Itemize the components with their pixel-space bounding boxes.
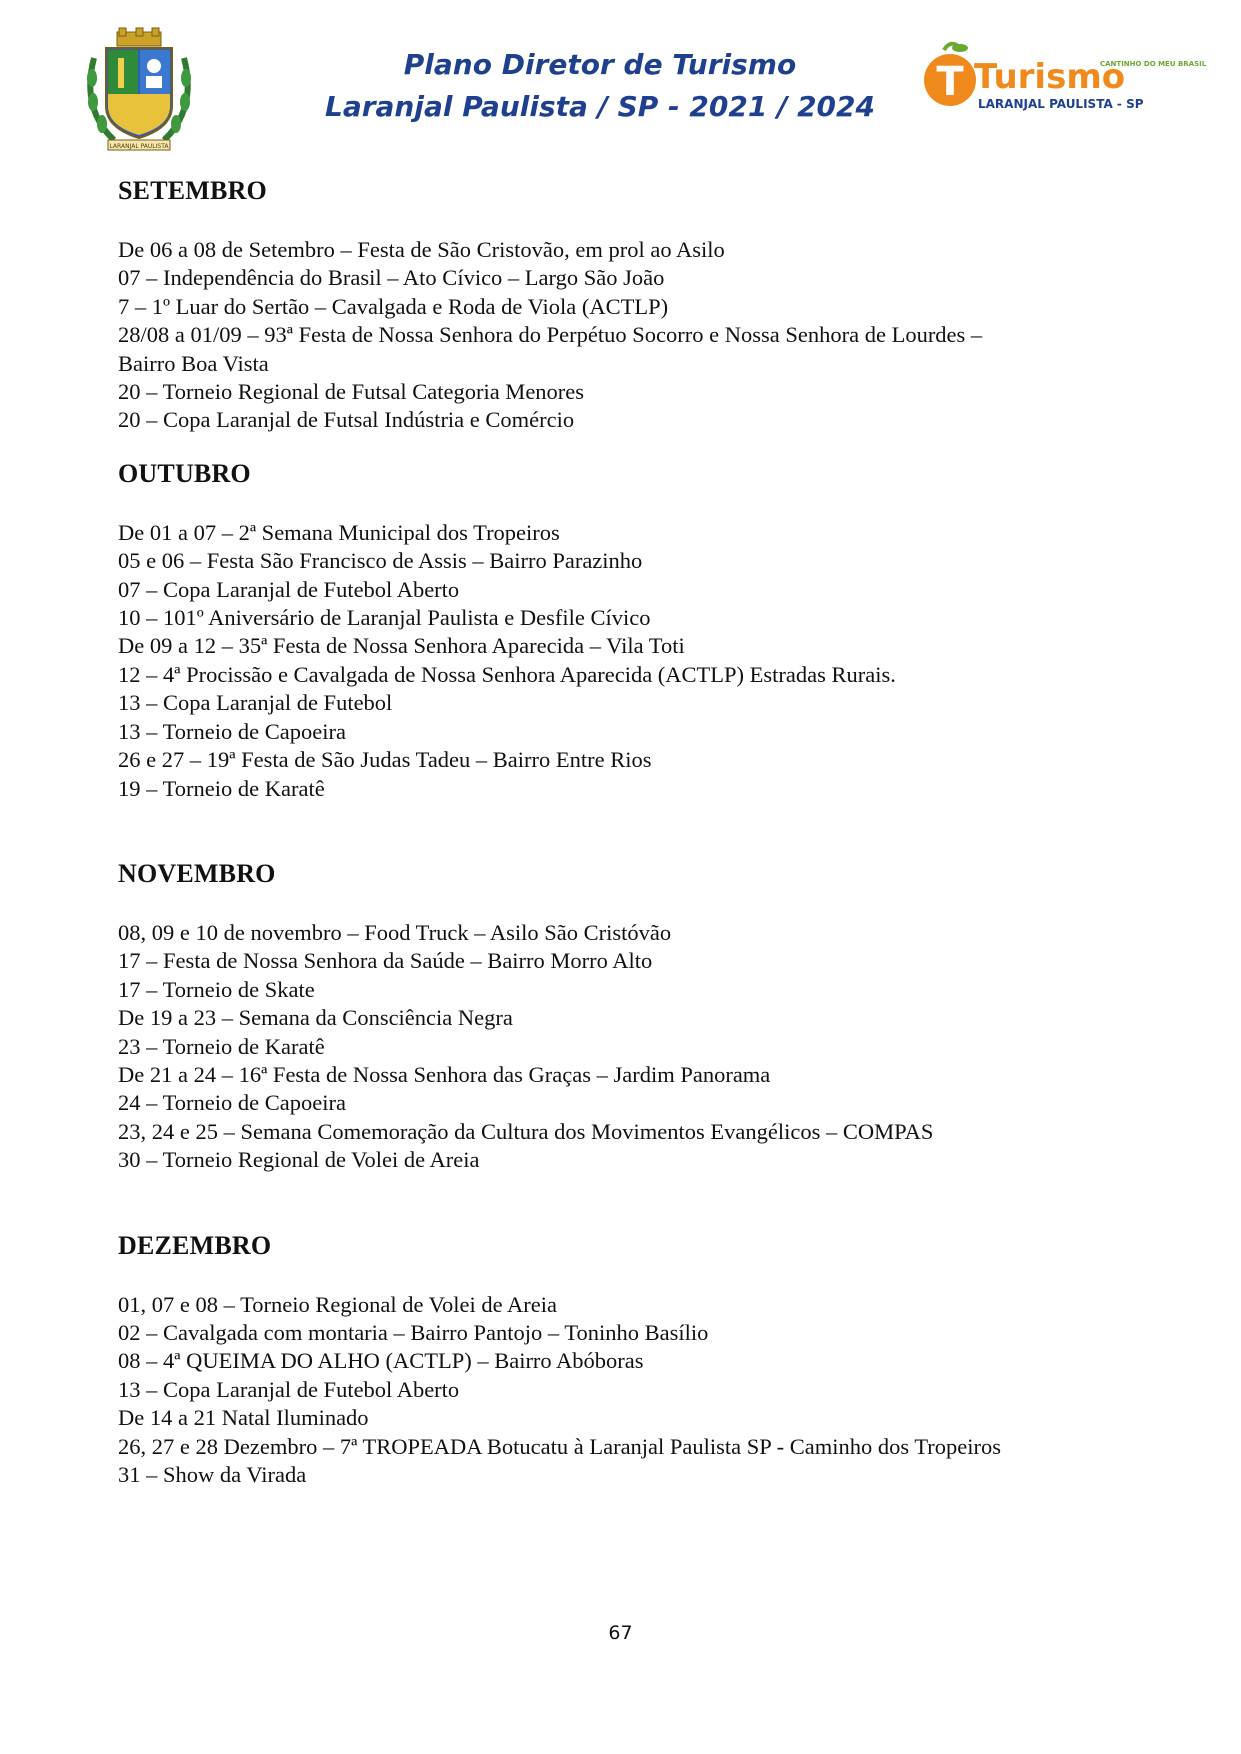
event-item: 02 – Cavalgada com montaria – Bairro Pantojo – Toninho Basílio [118, 1319, 709, 1345]
event-item: 30 – Torneio Regional de Volei de Areia [118, 1147, 480, 1173]
event-item: 13 – Copa Laranjal de Futebol Aberto [118, 1376, 460, 1402]
logo-word: Turismo [974, 57, 1126, 97]
month-section-novembro [118, 857, 1138, 1175]
month-heading: SETEMBRO [118, 176, 267, 205]
event-item: 01, 07 e 08 – Torneio Regional de Volei de Areia [118, 1291, 557, 1317]
event-item: 17 – Festa de Nossa Senhora da Saúde – Bairro Morro Alto [118, 948, 653, 974]
event-item: 31 – Show da Virada [118, 1462, 307, 1487]
event-item: 07 – Copa Laranjal de Futebol Aberto [118, 576, 460, 602]
logo-subtitle: LARANJAL PAULISTA - SP [978, 97, 1144, 111]
event-item: 26 e 27 – 19ª Festa de São Judas Tadeu – Bairro Entre Rios [118, 747, 652, 773]
event-list [118, 519, 1138, 803]
event-item: 08, 09 e 10 de novembro – Food Truck – Asilo São Cristóvão [118, 919, 672, 945]
svg-text:T: T [936, 59, 964, 105]
event-item: 12 – 4ª Procissão e Cavalgada de Nossa Senhora Aparecida (ACTLP) Estradas Rurais. [118, 661, 896, 687]
event-item: 20 – Torneio Regional de Futsal Categoria Menores [118, 379, 585, 405]
month-heading: OUTUBRO [118, 458, 251, 488]
event-item: 7 – 1º Luar do Sertão – Cavalgada e Roda de Viola (ACTLP) [118, 293, 669, 319]
event-item: 13 – Torneio de Capoeira [118, 718, 346, 744]
title-line-2: Laranjal Paulista / SP - 2021 / 2024 [324, 90, 876, 123]
events-calendar [118, 174, 1138, 1489]
event-item: 24 – Torneio de Capoeira [118, 1090, 346, 1116]
crest-motto: LARANJAL PAULISTA [109, 143, 169, 150]
document-title [270, 44, 930, 128]
month-heading: DEZEMBRO [118, 1230, 272, 1260]
event-item: De 14 a 21 Natal Iluminado [118, 1405, 369, 1431]
event-item: 23 – Torneio de Karatê [118, 1033, 325, 1059]
page-header [0, 0, 1241, 160]
event-item: 10 – 101º Aniversário de Laranjal Paulista e Desfile Cívico [118, 605, 651, 631]
event-item: De 01 a 07 – 2ª Semana Municipal dos Tropeiros [118, 519, 560, 545]
page-number: 67 [608, 1622, 633, 1644]
event-item: De 09 a 12 – 35ª Festa de Nossa Senhora Aparecida – Vila Toti [118, 633, 685, 659]
event-item: 05 e 06 – Festa São Francisco de Assis – Bairro Parazinho [118, 548, 643, 574]
municipal-crest-icon [84, 28, 194, 152]
event-item: 17 – Torneio de Skate [118, 976, 315, 1002]
month-section-setembro [118, 174, 1138, 435]
event-item: Bairro Boa Vista [118, 350, 269, 376]
event-list [118, 919, 1138, 1175]
turismo-logo [918, 40, 1207, 120]
event-list [118, 1291, 1138, 1490]
event-item: 07 – Independência do Brasil – Ato Cívico – Largo São João [118, 265, 665, 291]
event-list [118, 236, 1138, 435]
event-item: De 21 a 24 – 16ª Festa de Nossa Senhora das Graças – Jardim Panorama [118, 1061, 771, 1087]
event-item: 08 – 4ª QUEIMA DO ALHO (ACTLP) – Bairro Abóboras [118, 1348, 644, 1374]
event-item: 20 – Copa Laranjal de Futsal Indústria e Comércio [118, 407, 575, 433]
event-item: 23, 24 e 25 – Semana Comemoração da Cultura dos Movimentos Evangélicos – COMPAS [118, 1118, 934, 1144]
month-section-outubro [118, 457, 1138, 803]
event-item: De 19 a 23 – Semana da Consciência Negra [118, 1005, 513, 1031]
month-heading: NOVEMBRO [118, 858, 276, 888]
logo-tagline: CANTINHO DO MEU BRASIL [1100, 60, 1207, 68]
title-line-1: Plano Diretor de Turismo [403, 48, 797, 81]
month-section-dezembro [118, 1229, 1138, 1490]
event-item: 13 – Copa Laranjal de Futebol [118, 690, 393, 716]
event-item: De 06 a 08 de Setembro – Festa de São Cristovão, em prol ao Asilo [118, 237, 725, 262]
event-item: 28/08 a 01/09 – 93ª Festa de Nossa Senhora do Perpétuo Socorro e Nossa Senhora de Lourdes – [118, 322, 983, 348]
event-item: 19 – Torneio de Karatê [118, 775, 325, 801]
event-item: 26, 27 e 28 Dezembro – 7ª TROPEADA Botucatu à Laranjal Paulista SP - Caminho dos Tropeiros [118, 1433, 1002, 1459]
